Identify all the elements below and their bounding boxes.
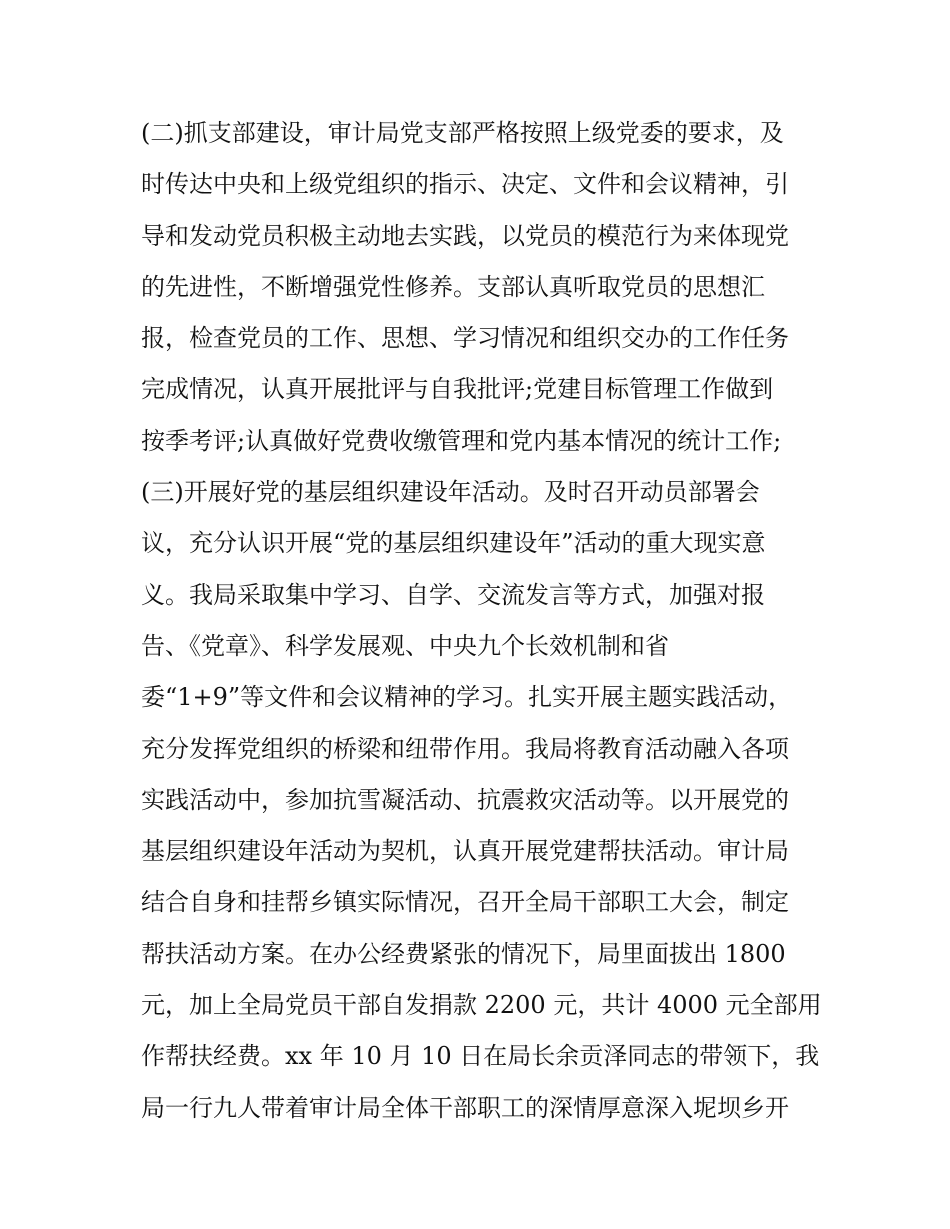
text-line: 完成情况，认真开展批评与自我批评;党建目标管理工作做到 [141, 375, 774, 404]
text-line: 作帮扶经费。xx 年 10 月 10 日在局长余贡泽同志的带领下，我 [141, 1042, 820, 1071]
text-line: 的先进性，不断增强党性修养。支部认真听取党员的思想汇 [141, 272, 765, 301]
text-line: 实践活动中，参加抗雪凝活动、抗震救灾活动等。以开展党的 [141, 785, 789, 814]
text-line: 帮扶活动方案。在办公经费紧张的情况下，局里面拔出 1800 [141, 939, 786, 968]
text-line: 按季考评;认真做好党费收缴管理和党内基本情况的统计工作; [141, 426, 782, 455]
text-line: 委“1+9”等文件和会议精神的学习。扎实开展主题实践活动， [141, 683, 793, 712]
body-text [141, 108, 841, 1134]
text-line: 元，加上全局党员干部自发捐款 2200 元，共计 4000 元全部用 [141, 991, 822, 1020]
text-line: (三)开展好党的基层组织建设年活动。及时召开动员部署会 [141, 478, 760, 507]
text-line: 导和发动党员积极主动地去实践，以党员的模范行为来体现党 [141, 221, 789, 250]
text-line: 基层组织建设年活动为契机，认真开展党建帮扶活动。审计局 [141, 837, 789, 866]
text-line: 充分发挥党组织的桥梁和纽带作用。我局将教育活动融入各项 [141, 734, 789, 763]
text-line: 义。我局采取集中学习、自学、交流发言等方式，加强对报 [141, 580, 765, 609]
text-line: 议，充分认识开展“党的基层组织建设年”活动的重大现实意 [141, 529, 766, 558]
text-line: 结合自身和挂帮乡镇实际情况，召开全局干部职工大会，制定 [141, 888, 789, 917]
text-line: 告、《党章》、科学发展观、中央九个长效机制和省 [141, 631, 669, 660]
text-line: (二)抓支部建设，审计局党支部严格按照上级党委的要求，及 [141, 119, 784, 147]
text-line: 时传达中央和上级党组织的指示、决定、文件和会议精神，引 [141, 170, 789, 199]
text-line: 报，检查党员的工作、思想、学习情况和组织交办的工作任务 [141, 324, 789, 353]
text-line: 局一行九人带着审计局全体干部职工的深情厚意深入坭坝乡开 [141, 1093, 789, 1122]
